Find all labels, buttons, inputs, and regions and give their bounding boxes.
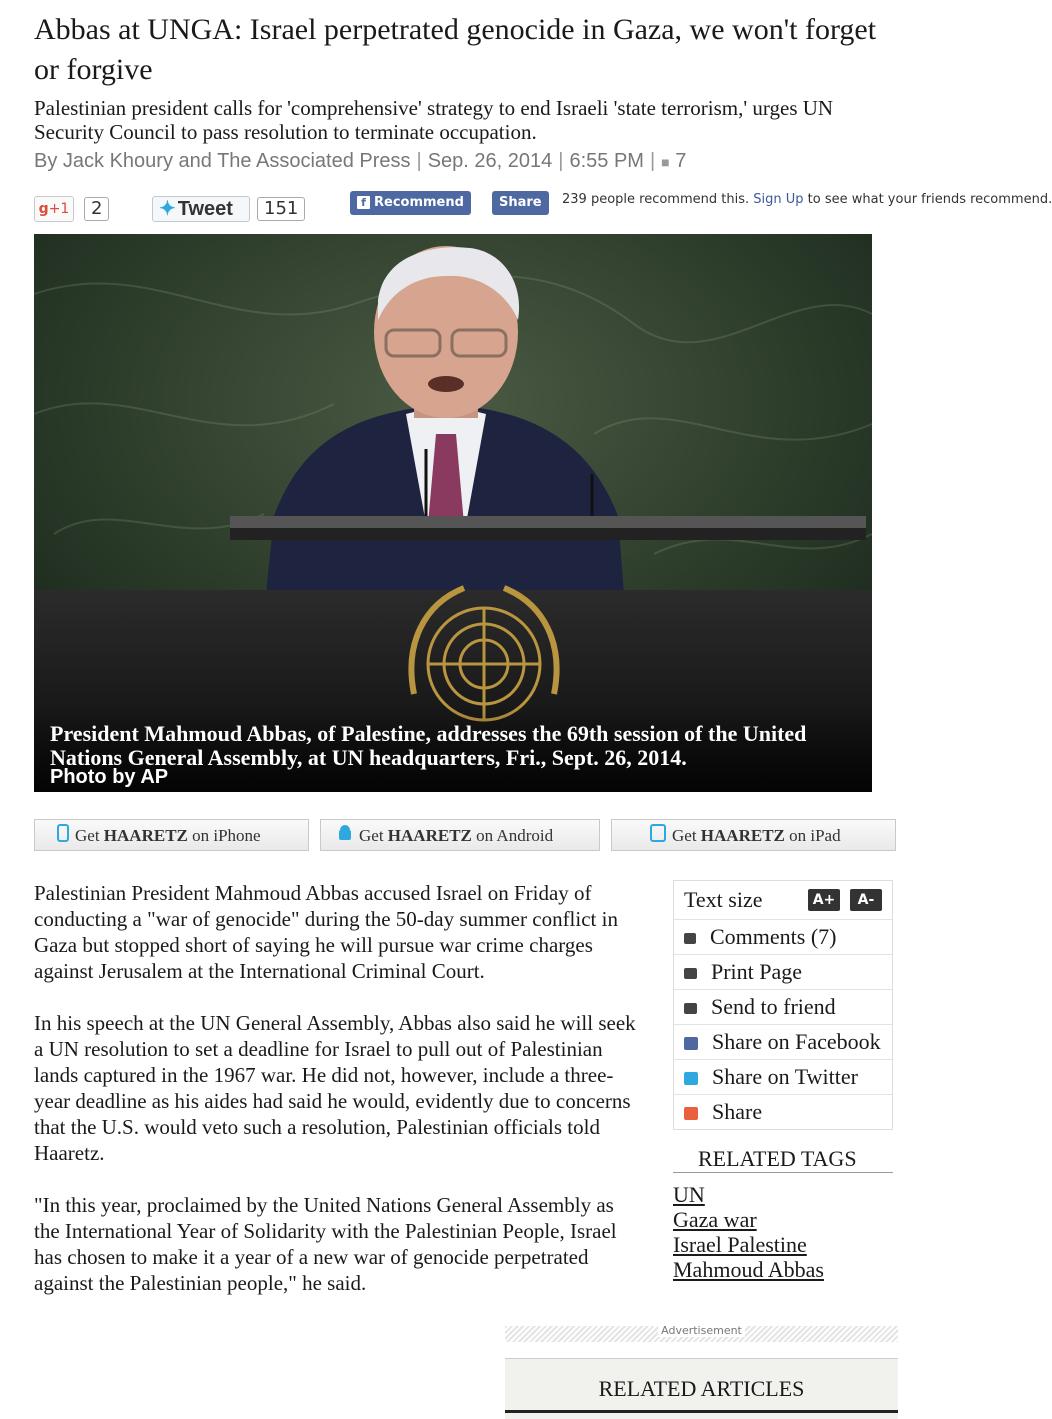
- facebook-signup-link[interactable]: Sign Up: [753, 192, 804, 207]
- related-articles-heading: RELATED ARTICLES: [598, 1376, 805, 1401]
- facebook-social-text: [562, 191, 1052, 209]
- share-label: Share: [499, 195, 542, 210]
- app-brand: HAARETZ: [387, 826, 472, 845]
- article-paragraph: In his speech at the UN General Assembly, Abbas also said he will seek a UN resolution to set a deadline for Israel to pull out of Palestinian lands captured in the 1967 war. He did not, however, include a three-year deadline as his aides had said he would, evidently due to concerns that the U.S. would veto such a resolution, Palestinian officials told Haaretz.: [34, 1011, 636, 1165]
- app-brand: HAARETZ: [700, 826, 785, 845]
- google-plus-label: +1: [48, 201, 70, 217]
- tweet-label: Tweet: [177, 198, 233, 220]
- recommend-label: Recommend: [374, 195, 464, 210]
- related-tag-link[interactable]: Mahmoud Abbas: [673, 1257, 824, 1282]
- article-photo: [34, 234, 872, 792]
- app-prefix: Get: [672, 826, 697, 845]
- comment-icon[interactable]: ■: [661, 154, 670, 170]
- comments-label: Comments (7): [710, 924, 837, 949]
- comment-count[interactable]: 7: [675, 150, 687, 172]
- app-brand: HAARETZ: [103, 826, 188, 845]
- app-suffix: on iPhone: [192, 826, 261, 845]
- article-paragraph: "In this year, proclaimed by the United Nations General Assembly as the International Year of Solidarity with the Palestinian People, Israel has chosen to make it a year of a new war of genocide perpetrated against the Palestinian people," he said.: [34, 1193, 617, 1295]
- iphone-icon: [57, 821, 69, 853]
- share-facebook-label: Share on Facebook: [712, 1029, 881, 1054]
- app-prefix: Get: [75, 826, 100, 845]
- google-plus-button[interactable]: g+1: [34, 196, 74, 222]
- twitter-icon: [684, 1072, 698, 1085]
- byline: By Jack Khoury and The Associated Press | Sep. 26, 2014 | 6:55 PM | ■ 7: [34, 150, 687, 172]
- envelope-icon: [684, 1003, 697, 1014]
- related-tag-link[interactable]: UN: [673, 1182, 705, 1207]
- print-label: Print Page: [711, 959, 803, 984]
- article-body: [34, 880, 644, 1322]
- get-app-iphone-button[interactable]: [34, 819, 309, 851]
- app-suffix: on iPad: [789, 826, 841, 845]
- photo-credit: Photo by AP: [50, 766, 169, 788]
- recommend-count-text: 239 people recommend this.: [562, 192, 750, 207]
- byline-authors: By Jack Khoury and The Associated Press: [34, 150, 411, 172]
- divider: [673, 1172, 893, 1173]
- google-plus-count: 2: [84, 197, 109, 221]
- text-size-control: [674, 881, 892, 920]
- share-label: Share: [712, 1099, 763, 1124]
- android-icon: [337, 821, 353, 853]
- related-tag-link[interactable]: Israel Palestine: [673, 1232, 807, 1257]
- comment-icon: [684, 933, 696, 944]
- ipad-icon: [650, 821, 666, 853]
- divider: [505, 1410, 898, 1413]
- share-facebook-link[interactable]: [674, 1025, 892, 1060]
- send-to-friend-link[interactable]: [674, 990, 892, 1025]
- share-twitter-link[interactable]: [674, 1060, 892, 1095]
- facebook-icon: [684, 1037, 698, 1050]
- get-app-ipad-button[interactable]: [611, 819, 896, 851]
- advertisement-text: Advertisement: [658, 1324, 745, 1337]
- app-suffix: on Android: [476, 826, 554, 845]
- send-label: Send to friend: [711, 994, 836, 1019]
- share-plus-icon: [684, 1107, 698, 1120]
- twitter-bird-icon: ✦: [159, 198, 176, 220]
- article-paragraph: Palestinian President Mahmoud Abbas accused Israel on Friday of conducting a "war of genocide" during the 50-day summer conflict in Gaza but stopped short of saying he will pursue war crime charges against Jerusalem at the International Criminal Court.: [34, 881, 618, 983]
- related-tags-heading: RELATED TAGS: [698, 1146, 857, 1171]
- facebook-share-button[interactable]: [492, 191, 549, 215]
- photo-caption: President Mahmoud Abbas, of Palestine, addresses the 69th session of the United Nations General Assembly, at UN headquarters, Fri., Sept. 26, 2014.: [50, 721, 807, 770]
- article-headline: Abbas at UNGA: Israel perpetrated genocide in Gaza, we won't forget or forgive: [34, 13, 877, 86]
- related-tag-link[interactable]: Gaza war: [673, 1207, 757, 1232]
- print-link[interactable]: [674, 955, 892, 990]
- facebook-icon: f: [357, 196, 370, 209]
- article-tools: [673, 880, 893, 1130]
- tweet-count: 151: [257, 197, 305, 221]
- printer-icon: [684, 968, 697, 979]
- share-twitter-label: Share on Twitter: [712, 1064, 858, 1089]
- byline-time: 6:55 PM: [569, 150, 644, 172]
- facebook-recommend-button[interactable]: [350, 191, 471, 215]
- increase-text-button[interactable]: A+: [808, 889, 840, 911]
- share-link[interactable]: [674, 1095, 892, 1129]
- app-prefix: Get: [359, 826, 384, 845]
- text-size-label: Text size: [684, 887, 763, 912]
- article-subhead: Palestinian president calls for 'comprehensive' strategy to end Israeli 'state terrorism,' urges UN Security Council to pass resolution to terminate occupation.: [34, 96, 834, 144]
- recommend-text-after: to see what your friends recommend.: [807, 192, 1052, 207]
- byline-date: Sep. 26, 2014: [427, 150, 553, 172]
- comments-link[interactable]: [674, 920, 892, 955]
- tweet-button[interactable]: [152, 196, 250, 222]
- advertisement-label: [505, 1324, 898, 1337]
- decrease-text-button[interactable]: A-: [850, 889, 882, 911]
- get-app-android-button[interactable]: [320, 819, 600, 851]
